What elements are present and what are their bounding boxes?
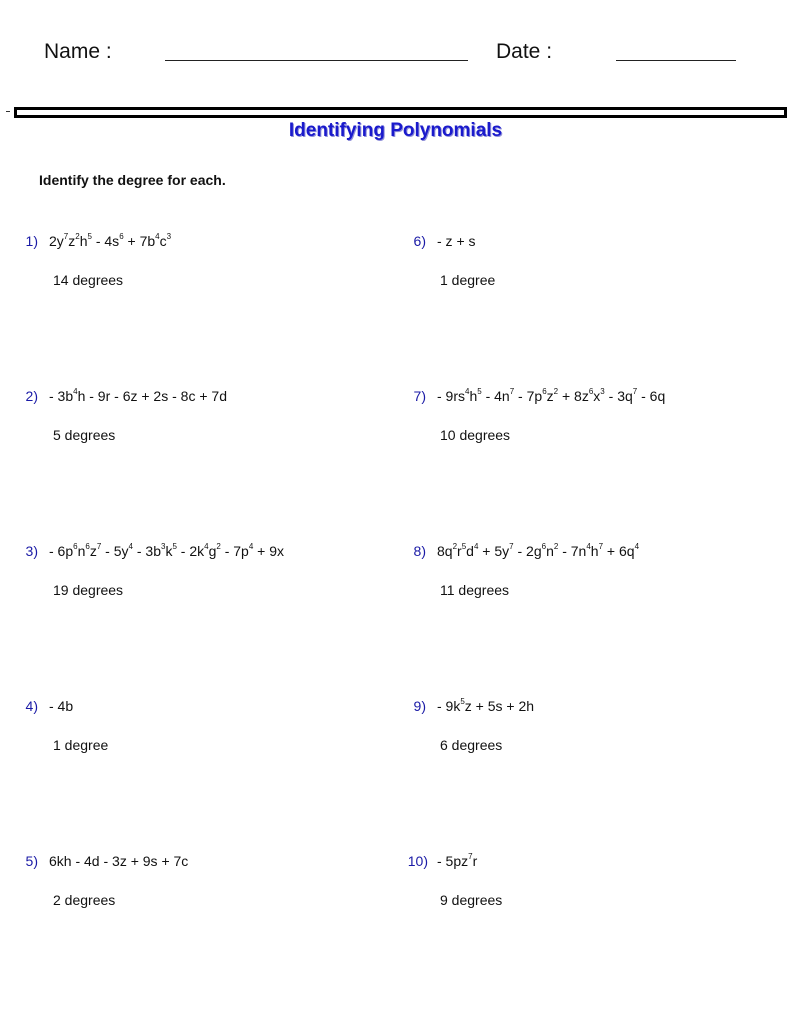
problem-answer: 6 degrees <box>440 737 503 753</box>
problem-answer: 10 degrees <box>440 427 511 443</box>
problem-number: 5) <box>25 853 38 869</box>
problem-number: 1) <box>25 233 38 249</box>
problem-answer: 14 degrees <box>53 272 124 288</box>
problem-expression: - z + s <box>437 233 476 249</box>
problem-answer: 2 degrees <box>53 892 116 908</box>
name-blank-line[interactable] <box>165 60 468 61</box>
problem-expression: - $9rs^4h^5 - 4n^7 - 7p^6z^2 + 8z^6x^3 - 3q^7 - 6q$ <box>437 387 666 404</box>
problem-expression: - $9k^5z + 5s + 2h$ <box>437 697 535 714</box>
date-label: Date : <box>496 40 553 63</box>
problem-number: 9) <box>413 698 426 714</box>
problem-expression: - $5pz^7r$ <box>437 852 478 869</box>
date-blank-line[interactable] <box>616 60 736 61</box>
problem-answer: 11 degrees <box>440 582 510 598</box>
problem-answer: 19 degrees <box>53 582 124 598</box>
name-label: Name : <box>44 40 112 63</box>
problem-expression: 6kh - 4d - 3z + 9s + 7c <box>49 853 189 869</box>
problem-number: 4) <box>25 698 38 714</box>
problem-number: 7) <box>413 388 426 404</box>
instructions: Identify the degree for each. <box>39 172 226 188</box>
problem-number: 3) <box>25 543 38 559</box>
page-title: Identifying Polynomials <box>288 120 503 141</box>
problem-answer: 5 degrees <box>53 427 116 443</box>
problem-number: 2) <box>25 388 38 404</box>
problem-number: 6) <box>413 233 426 249</box>
problem-answer: 1 degree <box>53 737 109 753</box>
problem-expression: $2y^7z^2h^5 - 4s^6 + 7b^4c^3$ <box>49 232 172 249</box>
header-divider <box>14 107 787 118</box>
problem-number: 8) <box>413 543 426 559</box>
problem-expression: - $3b^4h - 9r - 6z + 2s - 8c + 7d$ <box>49 387 227 404</box>
margin-tick <box>6 111 10 112</box>
problem-expression: - $6p^6n^6z^7 - 5y^4 - 3b^3k^5 - 2k^4g^2 - 7p^4 + 9x$ <box>49 542 285 559</box>
problem-answer: 1 degree <box>440 272 496 288</box>
problem-expression: - 4b <box>49 698 74 714</box>
problem-expression: $8q^2r^5d^4 + 5y^7 - 2g^6n^2 - 7n^4h^7 + 6q^4$ <box>437 542 640 559</box>
problem-number: 10) <box>407 853 428 869</box>
problem-answer: 9 degrees <box>440 892 503 908</box>
